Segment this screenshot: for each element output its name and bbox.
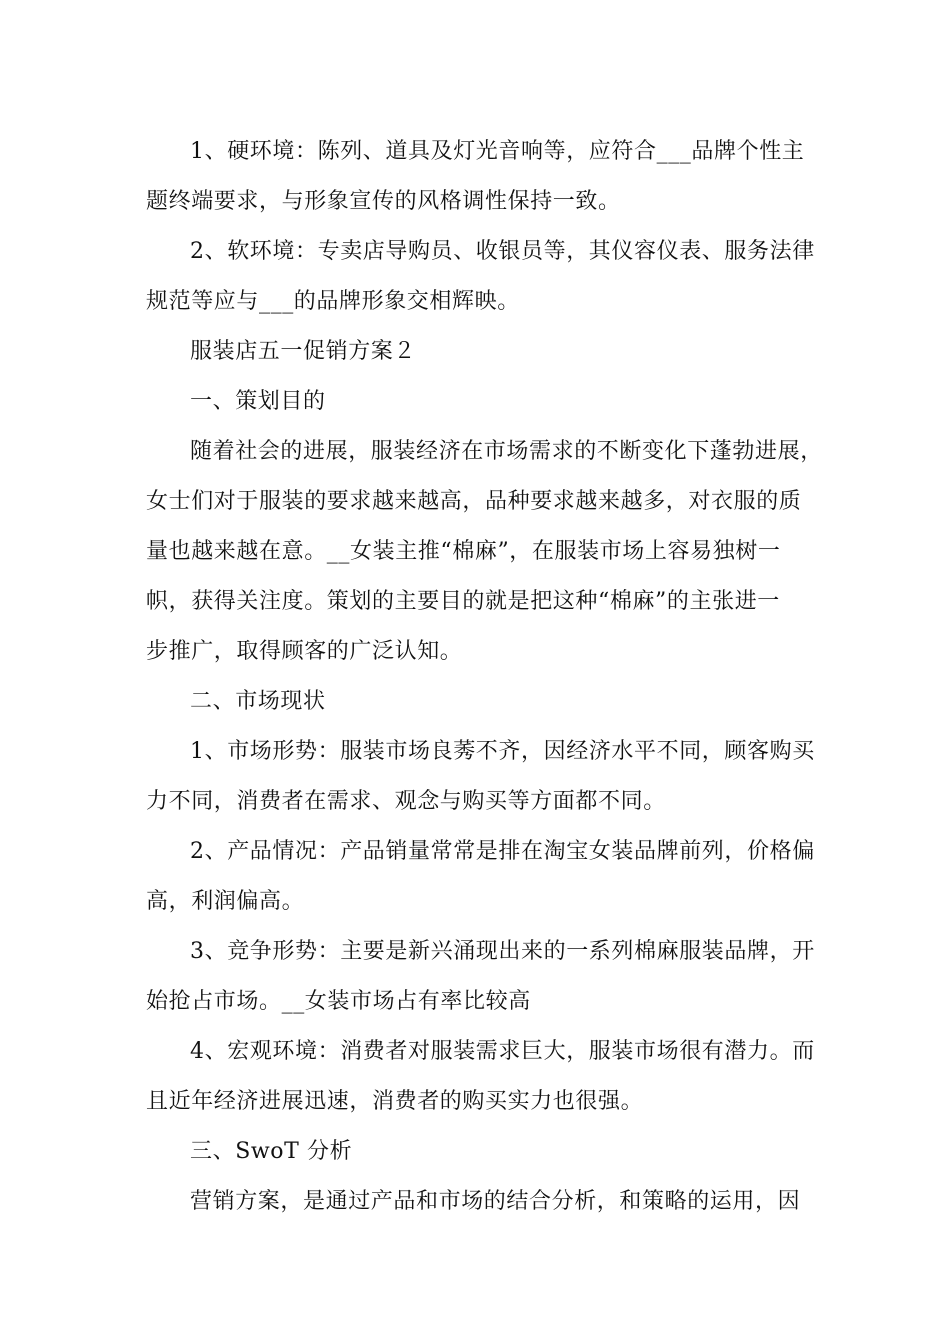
paragraph-product-situation-line-1: 2、产品情况：产品销量常常是排在淘宝女装品牌前列，价格偏 [190,839,815,864]
section-heading-market-status: 二、市场现状 [190,689,326,714]
document-title: 服装店五一促销方案２ [190,339,417,364]
paragraph-soft-environment-line-2: 规范等应与___的品牌形象交相辉映。 [146,289,520,314]
paragraph-competition-line-1: 3、竞争形势：主要是新兴涌现出来的一系列棉麻服装品牌，开 [190,939,815,964]
section-heading-planning-purpose: 一、策划目的 [190,389,326,414]
paragraph-competition-line-2: 始抢占市场。__女装市场占有率比较高 [146,989,531,1014]
paragraph-market-situation-line-2: 力不同，消费者在需求、观念与购买等方面都不同。 [146,789,666,814]
paragraph-purpose-line-3: 量也越来越在意。__女装主推“棉麻”，在服装市场上容易独树一 [146,539,781,564]
paragraph-hard-environment-line-2: 题终端要求，与形象宣传的风格调性保持一致。 [146,189,621,214]
paragraph-market-situation-line-1: 1、市场形势：服装市场良莠不齐，因经济水平不同，顾客购买 [190,739,815,764]
paragraph-product-situation-line-2: 高，利润偏高。 [146,889,305,914]
paragraph-purpose-line-4: 帜，获得关注度。策划的主要目的就是把这种“棉麻”的主张进一 [146,589,780,614]
paragraph-marketing-plan-line-1: 营销方案，是通过产品和市场的结合分析，和策略的运用，因 [190,1189,801,1214]
paragraph-hard-environment-line-1: 1、硬环境：陈列、道具及灯光音响等，应符合___品牌个性主 [190,139,805,164]
paragraph-purpose-line-5: 步推广，取得顾客的广泛认知。 [146,639,463,664]
paragraph-purpose-line-2: 女士们对于服装的要求越来越高，品种要求越来越多，对衣服的质 [146,489,802,514]
paragraph-soft-environment-line-1: 2、软环境：专卖店导购员、收银员等，其仪容仪表、服务法律 [190,239,815,264]
section-heading-swot-analysis: 三、SwoT 分析 [190,1139,353,1164]
paragraph-macro-environment-line-2: 且近年经济进展迅速，消费者的购买实力也很强。 [146,1089,644,1114]
paragraph-macro-environment-line-1: 4、宏观环境：消费者对服装需求巨大，服装市场很有潜力。而 [190,1039,815,1064]
paragraph-purpose-line-1: 随着社会的进展，服装经济在市场需求的不断变化下蓬勃进展， [190,439,823,464]
